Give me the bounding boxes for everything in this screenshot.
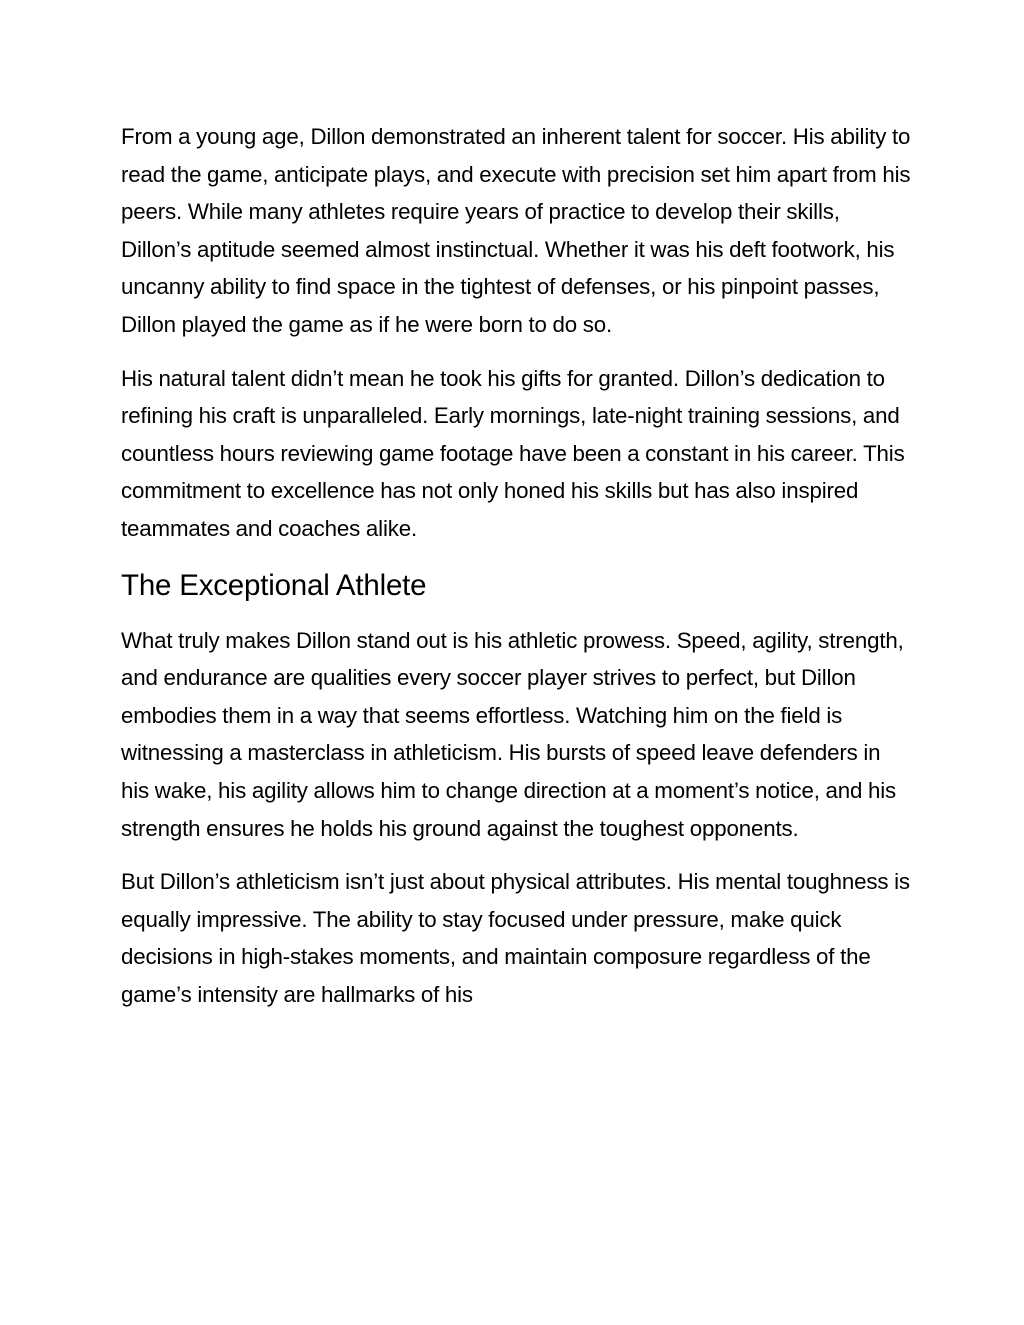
paragraph-dedication: His natural talent didn’t mean he took his gifts for granted. Dillon’s dedication to refining his craft is unparalleled. Early mornings, late-night training sessions, and countless hours reviewing game footage have been a constant in his career. This commitment to excellence has not only honed his skills but has also inspired teammates and coaches alike. [121,365,905,541]
document-page [121,118,911,1029]
paragraph-mental-toughness: But Dillon’s athleticism isn’t just about physical attributes. His mental toughness is equally impressive. The ability to stay focused under pressure, make quick decisions in high-stakes moments, and maintain composure regardless of the game’s intensity are hallmarks of his [121,869,910,1007]
paragraph-athletic-prowess: What truly makes Dillon stand out is his athletic prowess. Speed, agility, strength, and endurance are qualities every soccer player strives to perfect, but Dillon embodies them in a way that seems effortless. Watching him on the field is witnessing a masterclass in athleticism. His bursts of speed leave defenders in his wake, his agility allows him to change direction at a moment’s notice, and his strength ensures he holds his ground against the toughest opponents. [121,627,904,841]
paragraph-talent: From a young age, Dillon demonstrated an inherent talent for soccer. His ability to read the game, anticipate plays, and execute with precision set him apart from his peers. While many athletes require years of practice to develop their skills, Dillon’s aptitude seemed almost instinctual. Whether it was his deft footwork, his uncanny ability to find space in the tightest of defenses, or his pinpoint passes, Dillon played the game as if he were born to do so. [121,124,911,337]
section-heading: The Exceptional Athlete [121,568,427,602]
